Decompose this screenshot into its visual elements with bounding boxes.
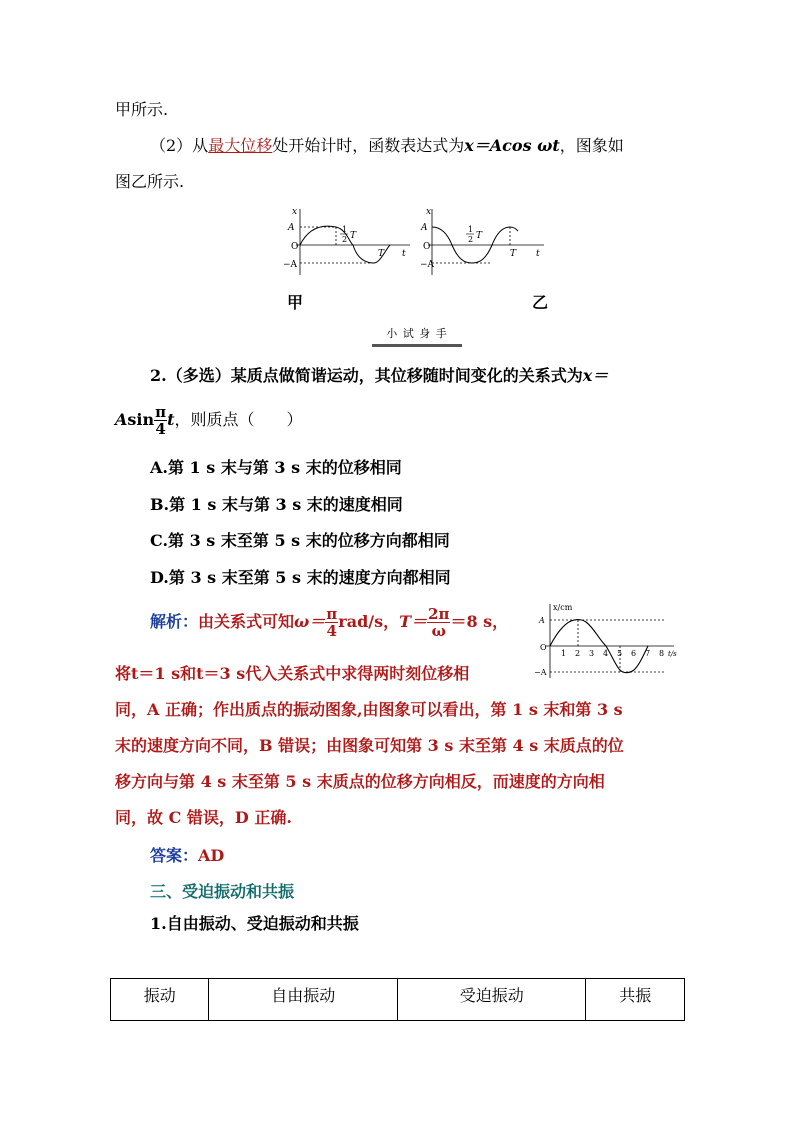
analysis-amp-neg: −A xyxy=(534,668,547,677)
tick-8: 8 xyxy=(659,649,665,658)
intro-item-2 xyxy=(150,136,624,156)
caption-yi: 乙 xyxy=(532,293,549,312)
analysis-origin: O xyxy=(540,643,547,652)
analysis-x-label: t/s xyxy=(668,650,677,658)
omega-frac xyxy=(325,606,338,639)
graph-amp-pos: A xyxy=(288,223,295,233)
graph-axis-x-label: x xyxy=(426,207,432,217)
option-a[interactable]: A.第 1 s 末与第 3 s 末的位移相同 xyxy=(150,458,402,477)
max-displacement-link[interactable]: 最大位移 xyxy=(208,136,273,155)
omega-eq: ω＝ xyxy=(294,612,326,631)
caption-jia: 甲 xyxy=(287,293,304,312)
tick-3: 3 xyxy=(589,649,595,658)
table-header-cell: 受迫振动 xyxy=(397,979,586,1021)
analysis-line-3: 同，A 正确；作出质点的振动图象,由图象可以看出，第 1 s 末和第 3 s xyxy=(115,700,623,719)
tick-7: 7 xyxy=(645,649,651,658)
tick-2: 2 xyxy=(575,649,581,658)
comparison-table xyxy=(110,978,685,1021)
graph-axis-x-label: x xyxy=(292,207,298,217)
sin-text: sin xyxy=(127,410,155,429)
omega-den: 4 xyxy=(326,622,337,640)
T-value: ＝8 s， xyxy=(450,612,509,631)
table-header-cell: 振动 xyxy=(111,979,209,1021)
half-t-num: 1 xyxy=(468,225,474,234)
intro-item-2-line2 xyxy=(115,172,184,192)
question-line-1 xyxy=(150,366,608,386)
T-eq: T＝ xyxy=(399,612,428,631)
T-den: ω xyxy=(431,622,446,640)
answer-value: AD xyxy=(198,846,225,865)
half-t-T: T xyxy=(476,231,483,241)
question-var-x: x＝ xyxy=(582,366,609,385)
graph-axis-t-label: t xyxy=(536,249,540,259)
question-line-2 xyxy=(115,400,303,440)
tick-4: 4 xyxy=(603,649,609,658)
graph-amp-pos: A xyxy=(421,223,428,233)
analysis-line-5: 移方向与第 4 s 末至第 5 s 末质点的位移方向相反，而速度的方向相 xyxy=(115,772,605,791)
question-suffix: ，则质点（ ） xyxy=(174,410,303,429)
graph-axis-t-label: t xyxy=(402,249,406,259)
cos-formula: x＝Acos ωt xyxy=(464,136,560,155)
graph-amp-neg: −A xyxy=(283,260,298,270)
tick-5: 5 xyxy=(617,649,623,658)
analysis-text1: 由关系式可知 xyxy=(198,612,295,631)
omega-num: π xyxy=(326,605,338,623)
item2-line2: 图乙所示. xyxy=(115,172,185,191)
analysis-label: 解析： xyxy=(150,612,199,631)
graph-amp-neg: −A xyxy=(420,260,435,270)
analysis-line-2: 将t＝1 s和t＝3 s代入关系式中求得两时刻位移相 xyxy=(115,664,470,683)
amp-A: A xyxy=(115,410,128,429)
option-c[interactable]: C.第 3 s 末至第 5 s 末的位移方向都相同 xyxy=(150,531,450,550)
answer-label: 答案： xyxy=(150,846,199,865)
frac-den: 4 xyxy=(155,420,166,438)
item2-middle: 处开始计时，函数表达式为 xyxy=(272,136,465,155)
table-header-cell: 自由振动 xyxy=(209,979,398,1021)
T-num: 2π xyxy=(428,605,450,623)
table-header-cell: 共振 xyxy=(586,979,685,1021)
analysis-y-label: x/cm xyxy=(553,603,573,612)
graph-origin: O xyxy=(291,242,299,252)
option-d[interactable]: D.第 3 s 末至第 5 s 末的速度方向都相同 xyxy=(150,568,451,587)
analysis-graph xyxy=(534,600,684,680)
graph-origin: O xyxy=(423,242,431,252)
half-t-den: 2 xyxy=(468,235,474,244)
graph-cosine-yi xyxy=(420,205,550,277)
answer-line xyxy=(150,846,224,866)
analysis-line-4: 末的速度方向不同，B 错误；由图象可知第 3 s 末至第 4 s 末质点的位 xyxy=(115,736,624,755)
half-t-den: 2 xyxy=(342,235,348,244)
analysis-line-1 xyxy=(150,602,508,642)
tick-1: 1 xyxy=(561,649,567,658)
frac-num: π xyxy=(155,403,167,421)
table-header-row xyxy=(111,979,685,1021)
T-frac xyxy=(427,606,450,639)
item2-prefix: （2）从 xyxy=(150,136,209,155)
period-label: T xyxy=(510,249,517,259)
section-banner-text: 小 试 身 手 xyxy=(386,327,448,340)
half-t-T: T xyxy=(350,231,357,241)
tick-6: 6 xyxy=(631,649,637,658)
pi-over-4-frac xyxy=(154,404,167,437)
intro-text: 甲所示. xyxy=(115,100,169,119)
graph-sine-jia xyxy=(282,205,412,277)
half-t-num: 1 xyxy=(342,225,348,234)
section3-subtitle: 1.自由振动、受迫振动和共振 xyxy=(150,914,359,933)
question-prefix: 2.（多选）某质点做简谐运动，其位移随时间变化的关系式为 xyxy=(150,366,583,385)
period-label: T xyxy=(378,249,385,259)
analysis-line-6: 同，故 C 错误，D 正确. xyxy=(115,808,292,827)
banner-underline xyxy=(372,344,462,347)
intro-line-1 xyxy=(115,100,168,120)
analysis-amp-pos: A xyxy=(539,616,545,625)
item2-suffix: ，图象如 xyxy=(559,136,624,155)
section3-title: 三、受迫振动和共振 xyxy=(150,882,295,901)
var-t: t xyxy=(167,410,175,429)
omega-unit: rad/s， xyxy=(338,612,400,631)
option-b[interactable]: B.第 1 s 末与第 3 s 末的速度相同 xyxy=(150,495,403,514)
section-banner xyxy=(372,322,462,348)
